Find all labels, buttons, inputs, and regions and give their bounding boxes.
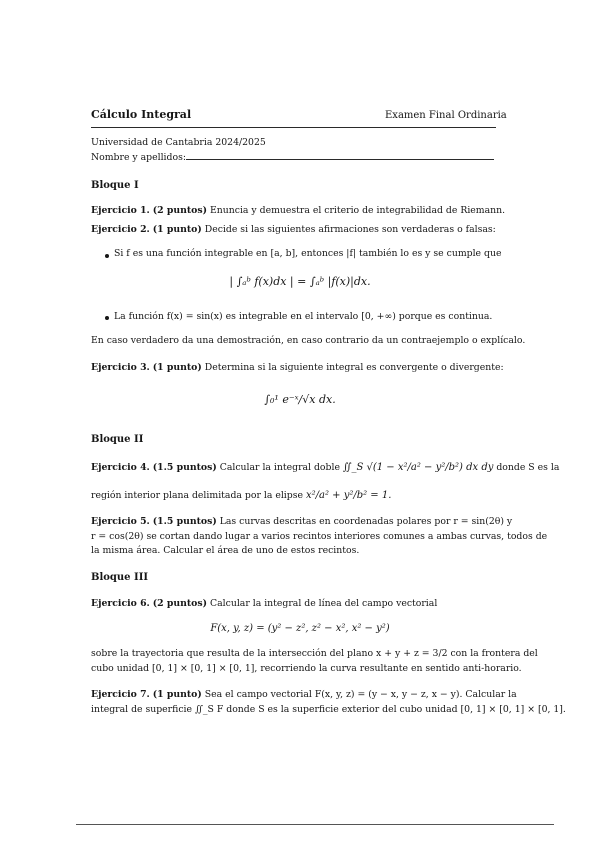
exercise-5-text-1: Las curvas descritas en coordenadas polares por r = sin(2θ) y: [219, 516, 513, 527]
exercise-4-line-1: [91, 460, 559, 475]
exercise-5-label: Ejercicio 5.: [91, 516, 150, 527]
university-line: Universidad de Cantabria 2024/2025: [91, 137, 266, 148]
exercise-4-text-a: Calcular la integral doble: [219, 462, 340, 473]
bullet-1: [105, 254, 109, 258]
exercise-2-note: En caso verdadero da una demostración, en caso contrario da un contraejemplo o explícalo.: [91, 335, 526, 346]
exercise-2-text: Decide si las siguientes afirmaciones son verdaderas o falsas:: [204, 224, 496, 235]
name-field-line[interactable]: [186, 159, 494, 160]
exercise-4-integral: ∬_S √(1 − x²/a² − y²/b²) dx dy: [342, 462, 494, 473]
exercise-7-text-1: Sea el campo vectorial F(x, y, z) = (y − x, y − z, x − y). Calcular la: [204, 689, 517, 700]
exam-title: Examen Final Ordinaria: [385, 110, 507, 121]
exercise-4-label: Ejercicio 4.: [91, 462, 150, 473]
exercise-2-item-2: La función f(x) = sin(x) es integrable en el intervalo [0, +∞) porque es continua.: [114, 311, 493, 322]
exercise-4-ellipse: x²/a² + y²/b² = 1.: [305, 490, 392, 501]
bloque-2-title: Bloque II: [91, 434, 144, 445]
exercise-5-line-1: [91, 514, 512, 529]
bullet-2: [105, 316, 109, 320]
exercise-2: [91, 222, 496, 237]
exercise-3-label: Ejercicio 3.: [91, 362, 150, 373]
exercise-4-text-b: donde S es la: [496, 462, 560, 473]
bloque-1-title: Bloque I: [91, 180, 139, 191]
exercise-6: [91, 596, 437, 611]
exercise-6-formula: F(x, y, z) = (y² − z², z² − x², x² − y²): [210, 623, 390, 634]
exercise-3-formula: ∫₀¹ e⁻ˣ/√x dx.: [264, 393, 336, 406]
exercise-1-text: Enuncia y demuestra el criterio de integrabilidad de Riemann.: [210, 205, 506, 216]
header-rule: [91, 127, 496, 128]
exercise-3: [91, 360, 504, 375]
exercise-2-item-1: Si f es una función integrable en [a, b], entonces |f| también lo es y se cumple que: [114, 248, 502, 259]
exercise-4-line-2: [91, 488, 391, 503]
exercise-2-label: Ejercicio 2.: [91, 224, 150, 235]
exercise-3-points: (1 punto): [152, 362, 202, 373]
exercise-2-points: (1 punto): [152, 224, 202, 235]
exercise-5-line-3: la misma área. Calcular el área de uno de estos recintos.: [91, 545, 360, 556]
exercise-6-points: (2 puntos): [152, 598, 208, 609]
exercise-3-text: Determina si la siguiente integral es convergente o divergente:: [204, 362, 504, 373]
exercise-1-label: Ejercicio 1.: [91, 205, 150, 216]
exercise-1-points: (2 puntos): [152, 205, 208, 216]
exercise-7-line-2: integral de superficie ∬_S F donde S es la superficie exterior del cubo unidad [0, 1] × [0, 1] × [0, 1].: [91, 704, 566, 715]
exercise-6-text: Calcular la integral de línea del campo vectorial: [210, 598, 438, 609]
exercise-6-line-1: sobre la trayectoria que resulta de la intersección del plano x + y + z = 3/2 con la frontera del: [91, 648, 538, 659]
exercise-6-label: Ejercicio 6.: [91, 598, 150, 609]
exercise-7-label: Ejercicio 7.: [91, 689, 150, 700]
exercise-5-line-2: r = cos(2θ) se cortan dando lugar a varios recintos interiores comunes a ambas curvas, todos de: [91, 531, 548, 542]
exercise-5-points: (1.5 puntos): [152, 516, 217, 527]
exercise-4-text-c: región interior plana delimitada por la elipse: [91, 490, 303, 501]
exercise-6-line-2: cubo unidad [0, 1] × [0, 1] × [0, 1], recorriendo la curva resultante en sentido anti-horario.: [91, 663, 522, 674]
course-title: Cálculo Integral: [91, 108, 192, 121]
exercise-2-formula: | ∫ₐᵇ f(x)dx | = ∫ₐᵇ |f(x)|dx.: [229, 275, 371, 288]
exercise-7-points: (1 punto): [152, 689, 202, 700]
exercise-1: [91, 203, 505, 218]
name-label: Nombre y apellidos:: [91, 152, 186, 163]
footer-rule: [76, 824, 554, 825]
exercise-7-line-1: [91, 687, 517, 702]
exercise-4-points: (1.5 puntos): [152, 462, 217, 473]
bloque-3-title: Bloque III: [91, 572, 149, 583]
